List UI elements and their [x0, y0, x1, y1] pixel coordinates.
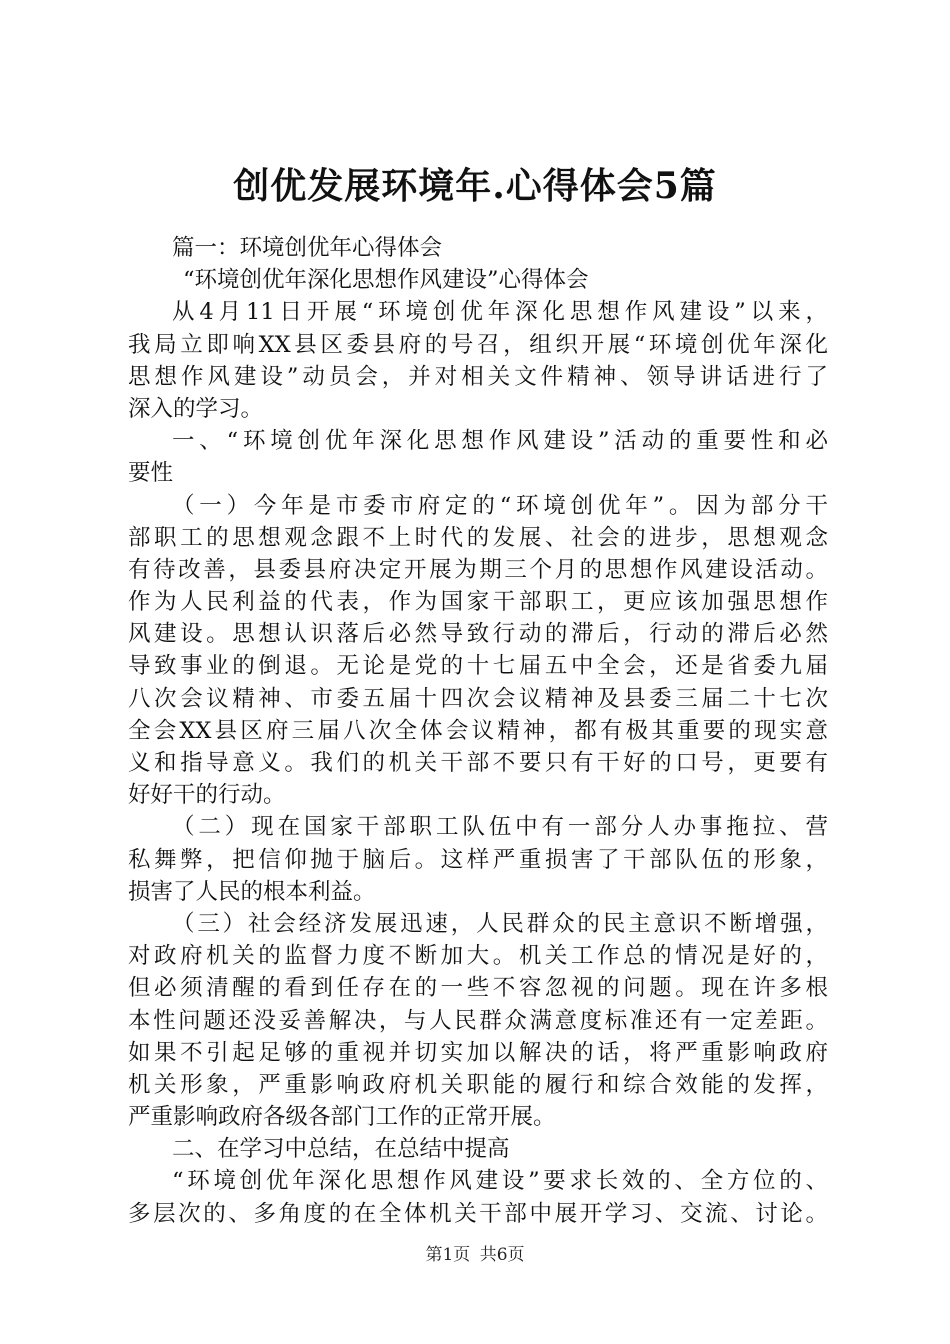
text-line: 篇一：环境创优年心得体会 — [172, 235, 443, 261]
text-line: （一）今年是市委市府定的“环境创优年”。因为部分干 — [172, 492, 828, 519]
text-line: 风建设。思想认识落后必然导致行动的滞后，行动的滞后必然 — [128, 621, 828, 648]
text-line: “环境创优年深化思想作风建设”要求长效的、全方位的、 — [172, 1168, 828, 1195]
text-line: 义和指导意义。我们的机关干部不要只有干好的口号，更要有 — [128, 750, 828, 776]
text-line: 全会XX县区府三届八次全体会议精神，都有极其重要的现实意 — [128, 717, 828, 744]
text-line: 八次会议精神、市委五届十四次会议精神及县委三届二十七次 — [128, 685, 828, 712]
text-line: 作为人民利益的代表，作为国家干部职工，更应该加强思想作 — [128, 589, 828, 616]
text-line: 有待改善，县委县府决定开展为期三个月的思想作风建设活动。 — [128, 556, 828, 583]
text-line: 但必须清醒的看到任存在的一些不容忽视的问题。现在许多根 — [128, 975, 828, 1002]
page-number: 第1页 — [425, 1245, 471, 1265]
text-line: 从4月11日开展“环境创优年深化思想作风建设”以来， — [172, 299, 828, 326]
page-total: 共6页 — [479, 1245, 525, 1265]
text-line: 机关形象，严重影响政府机关职能的履行和综合效能的发挥， — [128, 1071, 828, 1098]
document-title: 创优发展环境年.心得体会5篇 — [233, 165, 717, 207]
text-line: 私舞弊，把信仰抛于脑后。这样严重损害了干部队伍的形象， — [128, 846, 828, 873]
text-line: （三）社会经济发展迅速，人民群众的民主意识不断增强， — [172, 910, 828, 937]
text-line: 思想作风建设”动员会，并对相关文件精神、领导讲话进行了 — [128, 363, 828, 390]
text-line: 部职工的思想观念跟不上时代的发展、社会的进步，思想观念 — [128, 524, 828, 551]
page-footer — [0, 1240, 950, 1265]
text-line: 深入的学习。 — [128, 395, 264, 422]
text-line: 一、“环境创优年深化思想作风建设”活动的重要性和必 — [172, 428, 828, 455]
text-line: “环境创优年深化思想作风建设”心得体会 — [183, 267, 589, 294]
text-line: 导致事业的倒退。无论是党的十七届五中全会，还是省委九届 — [128, 653, 828, 680]
text-line: 我局立即响XX县区委县府的号召，组织开展“环境创优年深化 — [128, 331, 828, 358]
text-line: 好好干的行动。 — [128, 782, 286, 809]
text-line: 多层次的、多角度的在全体机关干部中展开学习、交流、讨论。 — [128, 1200, 828, 1227]
text-line: （二）现在国家干部职工队伍中有一部分人办事拖拉、营 — [172, 814, 828, 841]
text-line: 严重影响政府各级各部门工作的正常开展。 — [128, 1104, 556, 1131]
text-line: 损害了人民的根本利益。 — [128, 878, 376, 905]
text-line: 二、在学习中总结，在总结中提高 — [172, 1136, 510, 1163]
text-line: 对政府机关的监督力度不断加大。机关工作总的情况是好的， — [128, 943, 828, 970]
text-line: 本性问题还没妥善解决，与人民群众满意度标准还有一定差距。 — [128, 1007, 828, 1034]
text-line: 如果不引起足够的重视并切实加以解决的话，将严重影响政府 — [128, 1039, 828, 1066]
text-line: 要性 — [128, 460, 174, 487]
document-body — [128, 232, 828, 1230]
